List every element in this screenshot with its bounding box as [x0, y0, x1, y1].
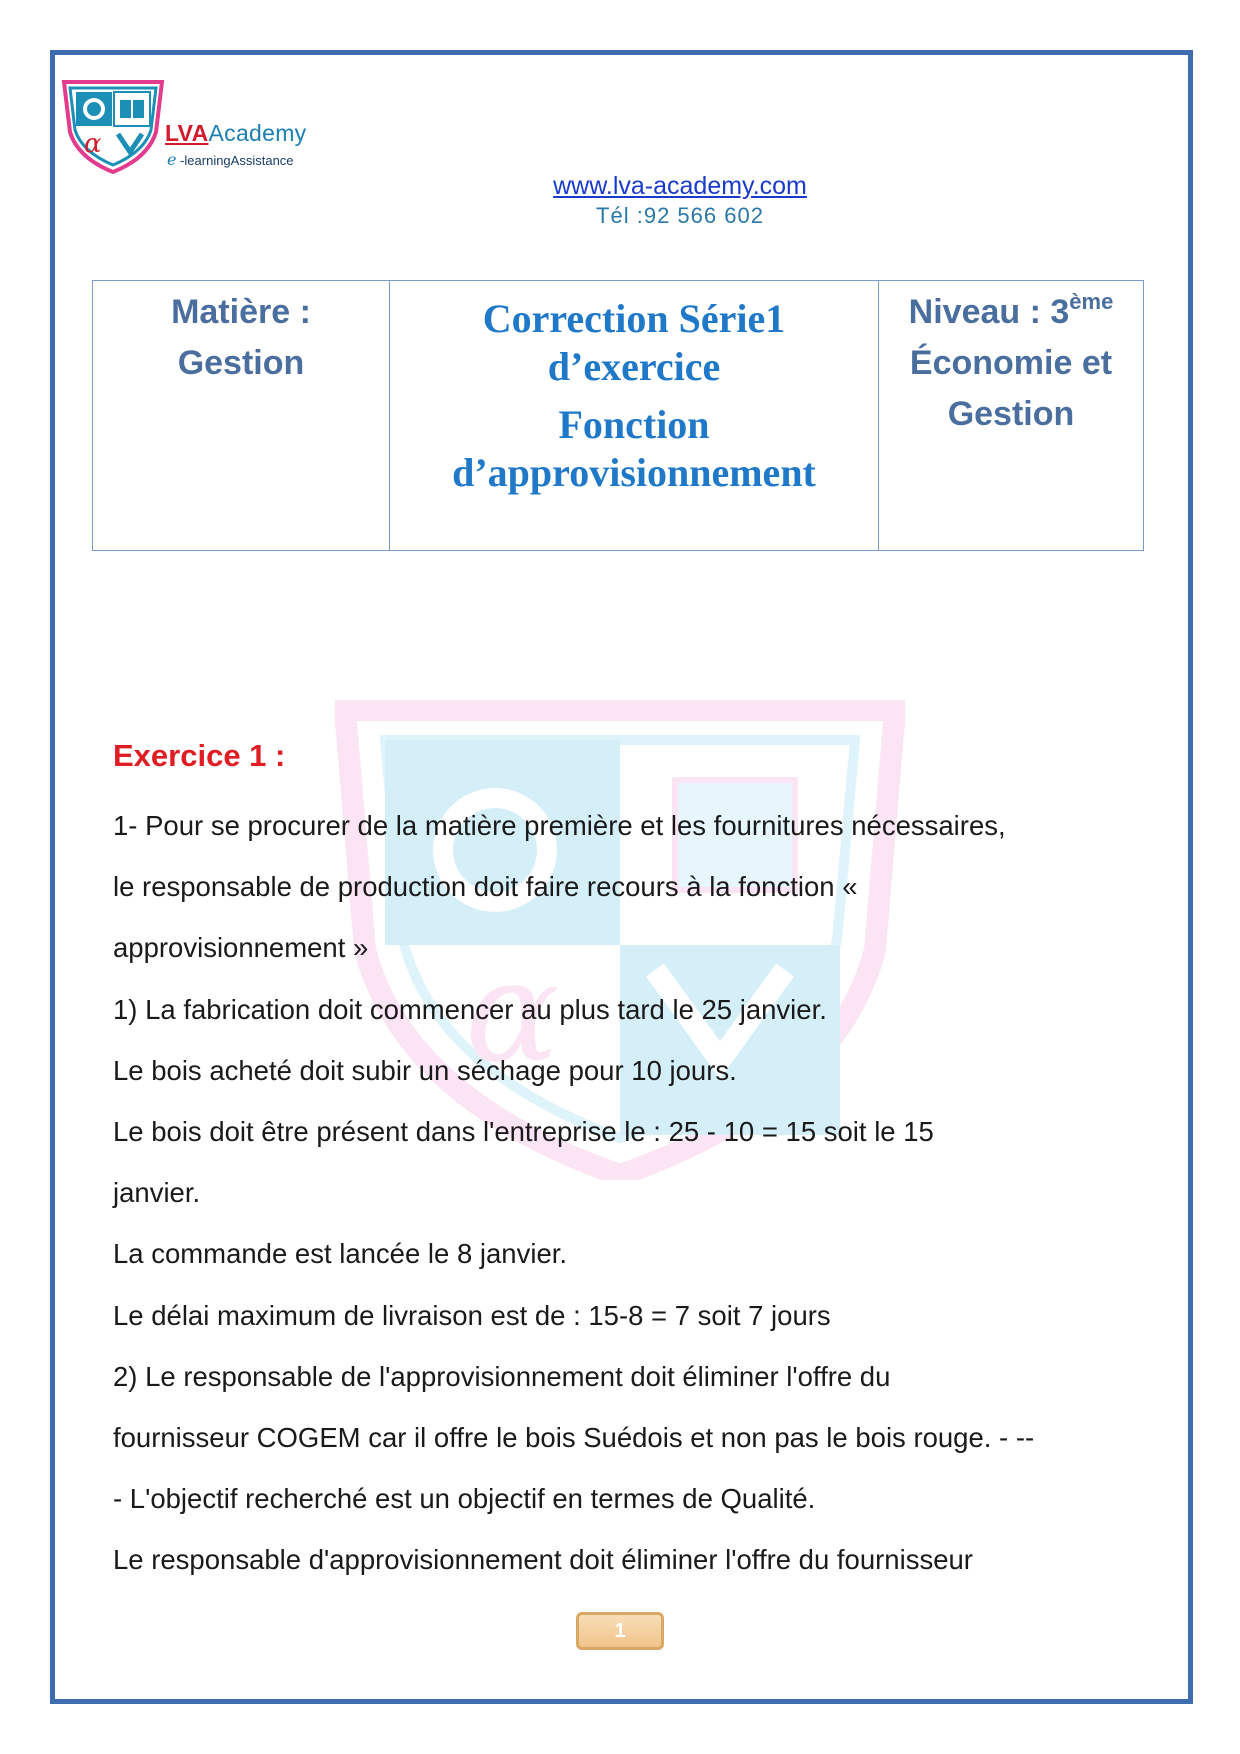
logo-subtitle: e -learningAssistance [167, 150, 294, 169]
text-line: La commande est lancée le 8 janvier. [113, 1238, 568, 1270]
header-table [92, 280, 1144, 551]
text-line: 1- Pour se procurer de la matière première et les fournitures nécessaires, [113, 810, 1006, 841]
text-line: approvisionnement » [113, 932, 369, 964]
page-number-badge: 1 [576, 1612, 664, 1650]
document-title-line4: d’approvisionnement [452, 450, 816, 495]
phone-number: Tél :92 566 602 [596, 203, 764, 228]
text-line: - L'objectif recherché est un objectif en termes de Qualité. [113, 1483, 816, 1515]
matiere-value: Gestion [177, 344, 305, 382]
document-title-line3: Fonction [558, 402, 710, 447]
text-line: janvier. [113, 1177, 201, 1209]
svg-text:α: α [84, 129, 102, 159]
text-line: le responsable de production doit faire recours à la fonction « [113, 871, 858, 903]
niveau-line2: Économie et [909, 344, 1113, 382]
text-line: Le responsable d'approvisionnement doit éliminer l'offre du fournisseur [113, 1544, 973, 1576]
matiere-cell [93, 281, 390, 551]
text-line: Le bois acheté doit subir un séchage pour 10 jours. [113, 1054, 737, 1086]
text-line: Le délai maximum de livraison est de : 15-8 = 7 soit 7 jours [113, 1299, 831, 1331]
document-title-line2: d’exercice [547, 344, 721, 389]
text-line: 2) Le responsable de l'approvisionnement doit éliminer l'offre du [113, 1360, 891, 1392]
niveau-label: Niveau : 3ème [908, 289, 1114, 331]
lva-academy-logo [58, 78, 168, 174]
svg-text:α: α [465, 931, 560, 1094]
logo-text [165, 120, 306, 169]
text-line: 1) La fabrication doit commencer au plus tard le 25 janvier. [113, 993, 827, 1025]
website-link[interactable]: www.lva-academy.com [553, 172, 807, 200]
text-line: fournisseur COGEM car il offre le bois Suédois et non pas le bois rouge. - -- [113, 1421, 1035, 1453]
matiere-label: Matière : [171, 293, 311, 331]
contact-block [0, 172, 1240, 229]
exercise-body [113, 795, 1133, 1590]
logo-name: LVAAcademy [165, 120, 307, 146]
niveau-cell [879, 281, 1144, 551]
document-title-line1: Correction Série1 [482, 296, 786, 341]
text-line: Le bois doit être présent dans l'entreprise le : 25 - 10 = 15 soit le 15 [113, 1115, 934, 1147]
niveau-line3: Gestion [947, 395, 1075, 433]
exercise-title: Exercice 1 : [113, 738, 286, 773]
title-cell [390, 281, 879, 551]
